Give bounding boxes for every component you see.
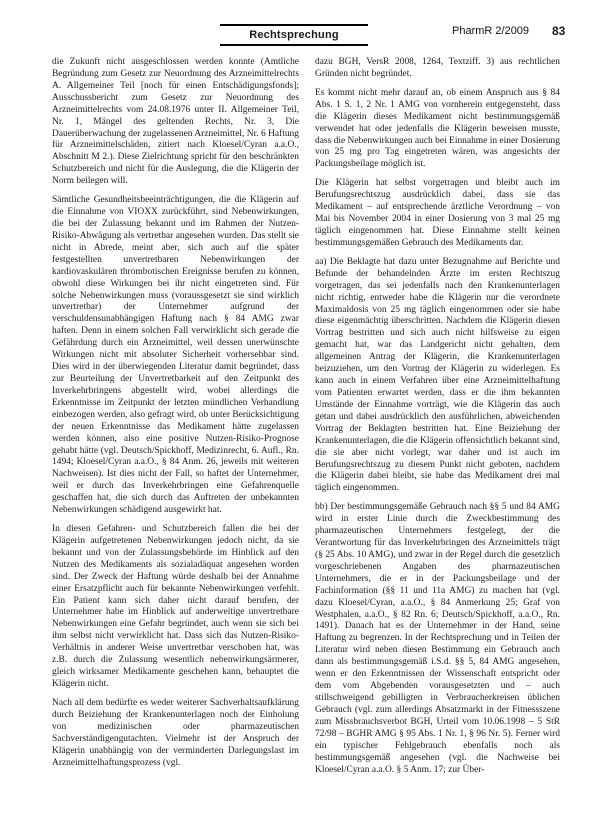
body-paragraph: Nach all dem bedürfte es weder weiterer Sachverhaltsaufklärung durch Beiziehung der Krankenunterlagen noch der Einholung von medizinischen oder pharmazeutischen Sachverständigengutachten. Vielmehr ist der Anspruch der Klägerin unabhängig von der verminderten Darlegungslast im Arzneimittelhaftungsprozess (vgl. (52, 697, 299, 768)
right-column (315, 57, 560, 805)
body-paragraph: Die Klägerin hat selbst vorgetragen und bleibt auch im Berufungsrechtszug ausdrücklich dabei, dass sie das Medikament – auf entsprechende ärztliche Verordnung – von Mai bis November 2004 in einer Dosierung von 3 mal 25 mg täglich eingenommen hat. Diese Einnahme stellt keinen bestimmungsgemäßen Gebrauch des Medikaments dar. (315, 178, 560, 248)
body-paragraph: die Zukunft nicht ausgeschlossen werden konnte (Amtliche Begründung zum Gesetz zur Neuordnung des Arzneimittelrechts A. Allgemeiner Teil [noch für einen Entschädigungsfonds]; Ausschussbericht zum Gesetz zur Neuordnung des Arzneimittelrechts vom 24.08.1976 unter II. Allgemeiner Teil, Nr. 1, Mängel des geltenden Rechts, Nr. 3, Die Dauerüberwachung der zugelassenen Arzneimittel, Nr. 6 Haftung für Arzneimittelschäden, zitiert nach Kloesel/Cyran a.a.O., Abschnitt M 2.). Diese Zielrichtung spricht für den beschränkten Schutzbereich und nicht für die Auslegung, die die Klägerin der Norm beilegen will. (52, 57, 299, 187)
body-paragraph: dazu BGH, VersR 2008, 1264, Textziff. 3) aus rechtlichen Gründen nicht begründet. (315, 57, 560, 79)
section-heading: Rechtsprechung (220, 24, 368, 46)
journal-reference: PharmR 2/2009 (452, 25, 530, 37)
body-paragraph: Es kommt nicht mehr darauf an, ob einem Anspruch aus § 84 Abs. 1 S. 1, 2 Nr. 1 AMG von vornherein entgegensteht, dass die Klägerin dieses Medikament nicht bestimmungsgemäß verwendet hat oder jedenfalls die Klägerin beweisen musste, dass die Nebenwirkungen auch bei Einnahme in einer Dosierung von 25 mg pro Tag eingetreten wären, was angesichts der Packungsbeilage möglich ist. (315, 87, 560, 170)
body-paragraph: Sämtliche Gesundheitsbeeinträchtigungen, die die Klägerin auf die Einnahme von VIOXX zurückführt, sind Nebenwirkungen, die bei der Zulassung bekannt und im Rahmen der Nutzen-Risiko-Abwägung als vertretbar angesehen wurden. Das stellt sie nicht in Abrede, meint aber, sich auch auf die später festgestellten unvertretbaren Nebenwirkungen der kardiovaskulären thrombotischen Ereignisse berufen zu können, obwohl diese Wirkungen bei ihr nicht eingetreten sind. Für solche Nebenwirkungen muss (voraussgesetzt sie sind wirklich unvertretbar) der Unternehmer aufgrund der verschuldensunabhängigen Haftung nach § 84 AMG zwar haften. Denn in einem solchen Fall verwirklicht sich gerade die Gefährdung durch ein Arzneimittel, weil dessen unerwünschte Wirkungen nicht mit absoluter Sicherheit vorhersehbar sind. Dies wird in der überwiegenden Literatur damit begründet, dass zur Beurteilung der Unvertretbarkeit auf den Zeitpunkt des Inverkehrbringens abgestellt wird, wobei allerdings die Erkenntnisse im Zeitpunkt der letzten mündlichen Verhandlung einbezogen werden, also gefragt wird, ob unter Berücksichtigung der neuen Erkenntnisse das Medikament hätte zugelassen werden können, also eine positive Nutzen-Risiko-Prognose gehabt hätte (vgl. Deutsch/Spickhoff, Medizinrecht, 6. Aufl., Rn. 1494; Kloesel/Cyran a.a.O., § 84 Anm. 26, jeweils mit weiteren Nachweisen). Ist dies nicht der Fall, so haftet der Unternehmer, weil er durch das Inverkehrbringen eine Gefahrenquelle geschaffen hat, die sich durch das Auftreten der unbekannten Nebenwirkungen schädigend ausgewirkt hat. (52, 195, 299, 516)
body-paragraph: In diesen Gefahren- und Schutzbereich fallen die bei der Klägerin aufgetretenen Nebenwirkungen jedoch nicht, da sie bekannt und von der Zulassungsbehörde im Hinblick auf den Nutzen des Medikaments als sozialadäquat angesehen worden sind. Der Zweck der Haftung würde deshalb bei der Annahme einer Ersatzpflicht auch für bekannte Nebenwirkungen verfehlt. Ein Patient kann sich daher nicht darauf berufen, der Unternehmer habe im Hinblick auf anderweitige unvertretbare Nebenwirkungen eine Gefahr begründet, auch wenn sie sich bei ihm selbst nicht verwirklicht hat. Dass sich das Nutzen-Risiko-Verhältnis in anderer Weise unvertretbar verschoben hat, was z.B. durch die Zulassung wesentlich nebenwirkungsärmerer, gleich wirksamer Medikamente geschehen kann, behauptet die Klägerin nicht. (52, 524, 299, 690)
page-header (0, 0, 590, 48)
left-column (52, 57, 299, 805)
body-paragraph: aa) Die Beklagte hat dazu unter Bezugnahme auf Berichte und Befunde der behandelnden Ärzte im ersten Rechtszug vorgetragen, das sei jedenfalls nach den Krankenunterlagen nicht richtig, entweder habe die Klägerin nur die verordnete Maximaldosis von 25 mg täglich eingenommen oder sie habe diese eigenmächtig überschritten. Nachdem die Klägerin diesen Vortrag bestritten und sich auch nicht hilfsweise zu eigen gemacht hat, war das Landgericht nicht gehalten, dem allgemeinen Antrag der Klägerin, die Krankenunterlagen beizuziehen, um den Vortrag der Klägerin zu widerlegen. Es kann auch in einem Verfahren über eine Arzneimittelhaftung vom Patienten erwartet werden, dass er die ihm bekannten Umstände der Einnahme vorträgt, wie die Klägerin das auch getan und dabei ausdrücklich den ausführlichen, abweichenden Vortrag der Beklagten bestritten hat. Eine Beiziehung der Krankenunterlagen, die die Klägerin offensichtlich bekannt sind, die sie aber nicht vorlegt, war daher und ist auch im Berufungsrechtszug zu diesem Punkt nicht geboten, nachdem die Klägerin dabei bleibt, sie habe das Medikament drei mal täglich eingenommen. (315, 256, 560, 494)
page-number: 83 (552, 24, 566, 38)
body-paragraph: bb) Der bestimmungsgemäße Gebrauch nach §§ 5 und 84 AMG wird in erster Linie durch die Zweckbestimmung des pharmazeutischen Unternehmers festgelegt, der die Verantwortung für das Inverkehrbringen des Arzneimittels trägt (§ 25 Abs. 10 AMG), und zwar in der Regel durch die gesetzlich vorgeschriebenen Angaben des pharmazeutischen Unternehmers, die er in der Packungsbeilage und der Fachinformation (§§ 11 und 11a AMG) zu machen hat (vgl. dazu Kloesel/Cyran, a.a.O., § 84 Anmerkung 25; Graf von Westphalen, a.a.O., § 82 Rn. 6; Deutsch/Spickhoff, a.a.O., Rn. 1491). Danach hat es der Unternehmer in der Hand, seine Haftung zu begrenzen. In der Rechtsprechung und in Teilen der Literatur wird neben diesen Bestimmung ein Gebrauch auch dann als bestimmungsgemäß i.S.d. §§ 5, 84 AMG angesehen, wenn er den Erkenntnissen der Wissenschaft entspricht oder dem vom Abgebenden vorausgesetzten und – auch stillschweigend gebilligten in Verbraucherkreisen üblichen Gebrauch (vgl. zum allerdings Absatzmarkt in der Fitnessszene zum Missbrauchsverbot BGH, Urteil vom 10.06.1998 – 5 StR 72/98 – BGHR AMG § 95 Abs. 1 Nr. 1, § 96 Nr. 5). Ferner wird ein typischer Fehlgebrauch ebenfalls noch als bestimmungsgemäß angesehen (vgl. die Nachweise bei Kloesel/Cyran a.a.O. § 5 Anm. 17; zur Über- (315, 502, 560, 775)
